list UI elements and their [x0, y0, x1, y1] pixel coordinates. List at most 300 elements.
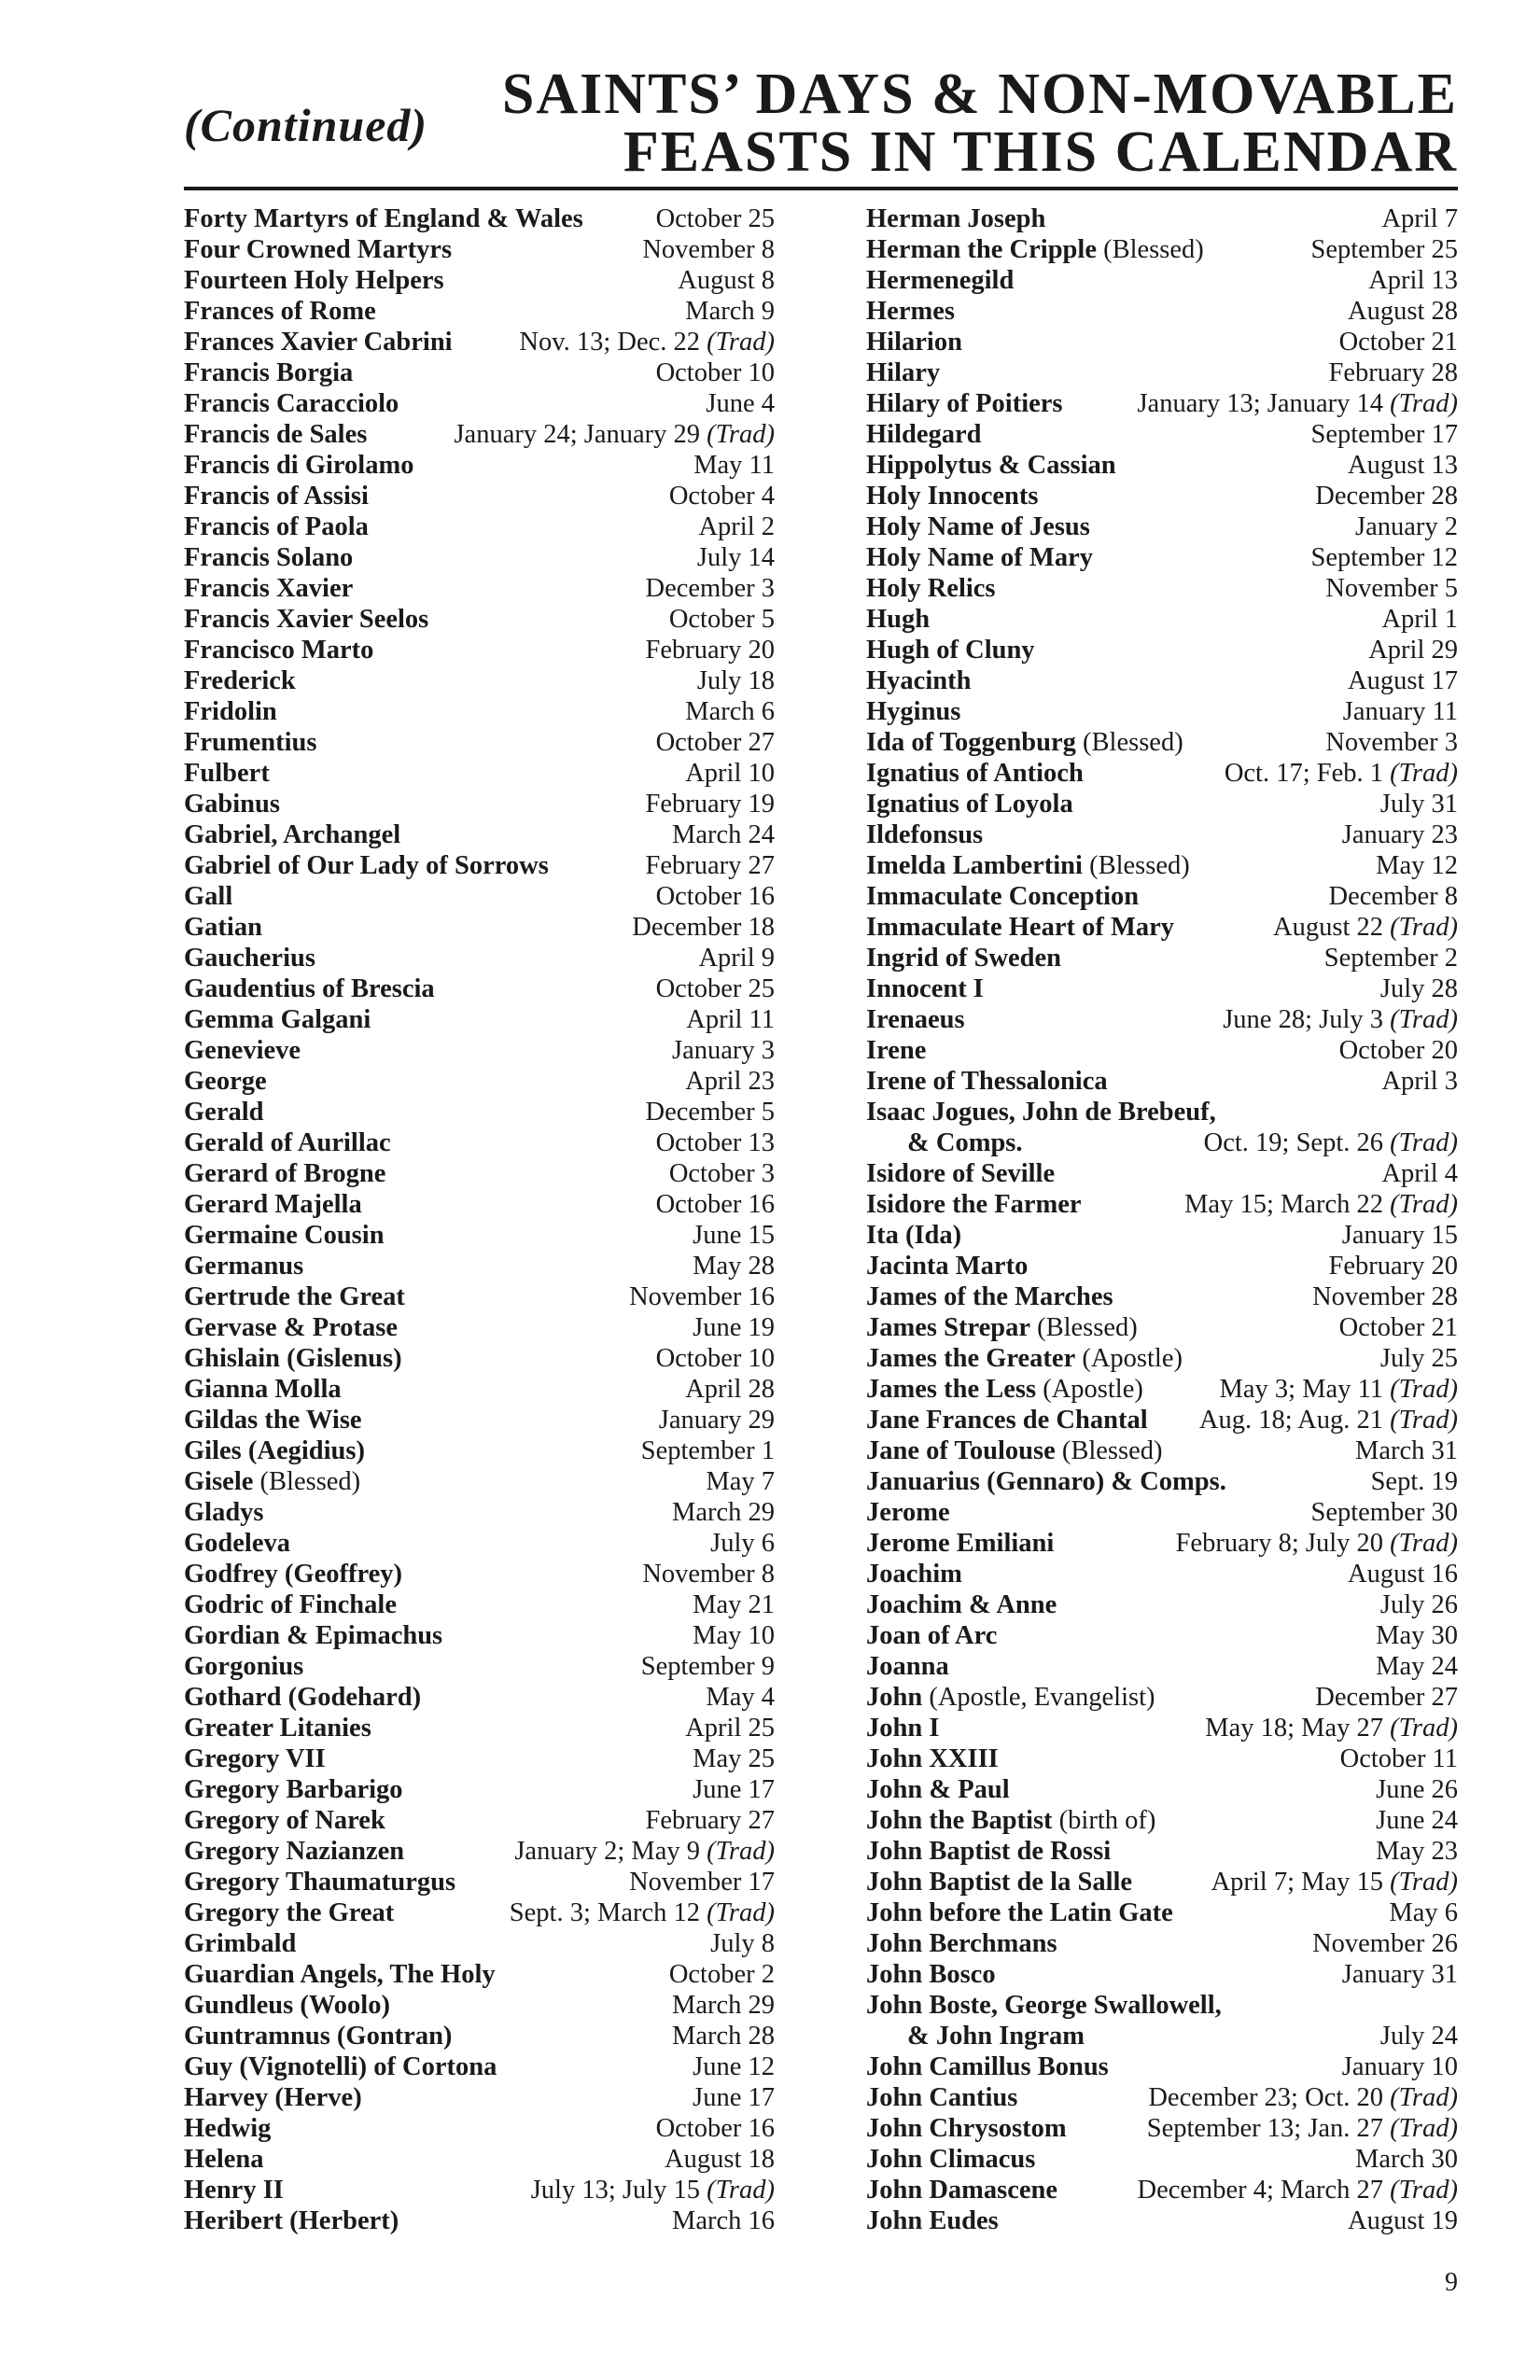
saint-entry [866, 635, 1458, 665]
saint-name: John before the Latin Gate [866, 1898, 1173, 1927]
saint-name: Jacinta Marto [866, 1252, 1029, 1281]
saint-name: John Bosco [866, 1960, 996, 1989]
feast-date: August 28 [1348, 297, 1458, 326]
saint-name: Gatian [184, 913, 262, 942]
feast-date: April 11 [686, 1005, 775, 1034]
saint-entry [184, 542, 775, 573]
saint-name: Gregory Barbarigo [184, 1775, 403, 1804]
saint-entry [184, 1620, 775, 1651]
saint-name: Ita (Ida) [866, 1221, 962, 1250]
feast-date: April 1 [1381, 605, 1458, 634]
saint-entry [866, 1158, 1458, 1189]
trad-marker: (Trad) [707, 1837, 775, 1866]
saint-name: Ida of Toggenburg (Blessed) [866, 728, 1183, 757]
saint-name: Hyacinth [866, 666, 972, 695]
saint-note: (Apostle) [1082, 1344, 1183, 1373]
saint-name: John Berchmans [866, 1929, 1057, 1958]
saint-note: (Blessed) [1083, 728, 1183, 757]
feast-date: April 23 [685, 1067, 775, 1096]
feast-date: October 3 [668, 1159, 775, 1188]
saint-entry [184, 1774, 775, 1805]
feast-date: November 16 [629, 1282, 775, 1311]
saint-entry [866, 912, 1458, 943]
saint-name: Hildegard [866, 420, 982, 449]
feast-date: April 9 [698, 944, 775, 973]
feast-date: August 18 [665, 2145, 775, 2174]
feast-date: July 8 [710, 1929, 775, 1958]
saint-name: Gerard of Brogne [184, 1159, 386, 1188]
title-line-1: SAINTS’ DAYS & NON-MOVABLE [501, 63, 1458, 126]
saint-entry [184, 327, 775, 357]
saint-name: Jerome Emiliani [866, 1529, 1055, 1558]
saint-name: James the Greater (Apostle) [866, 1344, 1183, 1373]
trad-marker: (Trad) [707, 2176, 775, 2205]
saint-entry [184, 819, 775, 850]
saint-entry [866, 1343, 1458, 1374]
feast-date: July 14 [696, 543, 775, 572]
saint-name: Irenaeus [866, 1005, 965, 1034]
saint-name: Hilary [866, 358, 941, 387]
feast-date: October 2 [668, 1960, 775, 1989]
saint-name: Genevieve [184, 1036, 301, 1065]
saint-name: Harvey (Herve) [184, 2083, 362, 2112]
feast-date: May 23 [1376, 1837, 1458, 1866]
feast-date: July 6 [710, 1529, 775, 1558]
feast-date: May 3; May 11 (Trad) [1219, 1375, 1458, 1404]
feast-date: August 17 [1348, 666, 1458, 695]
saint-name: Ghislain (Gislenus) [184, 1344, 402, 1373]
feast-date: February 28 [1328, 358, 1458, 387]
saint-name: Germanus [184, 1252, 304, 1281]
saint-entry [866, 1990, 1458, 2021]
trad-marker: (Trad) [1390, 1406, 1458, 1435]
saint-entry [184, 2082, 775, 2113]
saint-entry [184, 481, 775, 511]
feast-date: May 15; March 22 (Trad) [1184, 1190, 1458, 1219]
feast-date: June 19 [693, 1313, 775, 1342]
trad-marker: (Trad) [1390, 2114, 1458, 2143]
saint-name: Gregory the Great [184, 1898, 395, 1927]
saint-name: Innocent I [866, 974, 984, 1003]
feast-date: October 4 [668, 482, 775, 511]
saint-name: Frances of Rome [184, 297, 376, 326]
saint-entry [184, 2205, 775, 2236]
feast-date: October 10 [655, 358, 775, 387]
saint-note: (Apostle, Evangelist) [929, 1683, 1155, 1712]
saint-name: Gildas the Wise [184, 1406, 362, 1435]
saint-name: Four Crowned Martyrs [184, 235, 453, 264]
saint-entry [184, 789, 775, 819]
saint-entry [866, 1004, 1458, 1035]
feast-date: October 13 [655, 1128, 775, 1157]
saint-entry [866, 2082, 1458, 2113]
saint-entry [184, 1435, 775, 1466]
feast-date: Oct. 17; Feb. 1 (Trad) [1224, 759, 1458, 788]
feast-date: October 21 [1338, 1313, 1458, 1342]
saint-name: Fulbert [184, 759, 270, 788]
saint-name: John & Paul [866, 1775, 1010, 1804]
feast-date: July 26 [1379, 1590, 1458, 1619]
saint-name: Imelda Lambertini (Blessed) [866, 851, 1190, 880]
saint-entry [866, 1805, 1458, 1836]
saint-name: Francis Caracciolo [184, 389, 399, 418]
feast-date: May 11 [693, 451, 775, 480]
saint-entry [866, 1097, 1458, 1127]
saint-entry [866, 1959, 1458, 1990]
left-column [184, 203, 775, 2236]
saint-name: Gerard Majella [184, 1190, 362, 1219]
feast-date: September 1 [640, 1436, 775, 1465]
feast-date: September 13; Jan. 27 (Trad) [1146, 2114, 1458, 2143]
saint-entry [184, 388, 775, 419]
saint-entry [866, 2113, 1458, 2144]
saint-note: (birth of) [1058, 1806, 1156, 1835]
saint-name: George [184, 1067, 267, 1096]
saint-entry [184, 973, 775, 1004]
feast-date: December 23; Oct. 20 (Trad) [1148, 2083, 1458, 2112]
feast-date: February 20 [645, 636, 775, 665]
feast-date: September 25 [1310, 235, 1458, 264]
saint-name: Helena [184, 2145, 264, 2174]
saint-entry [866, 943, 1458, 973]
saint-entry [866, 1066, 1458, 1097]
saint-name: Henry II [184, 2176, 284, 2205]
saint-name: Gemma Galgani [184, 1005, 371, 1034]
feast-date: December 8 [1328, 882, 1458, 911]
feast-date: December 5 [645, 1098, 775, 1127]
saint-name: Gothard (Godehard) [184, 1683, 422, 1712]
feast-date: July 13; July 15 (Trad) [530, 2176, 775, 2205]
saint-name: John Chrysostom [866, 2114, 1067, 2143]
feast-date: February 19 [645, 790, 775, 819]
feast-date: September 2 [1323, 944, 1458, 973]
saint-entry [866, 1497, 1458, 1528]
feast-date: June 12 [693, 2052, 775, 2081]
saint-name: Gorgonius [184, 1652, 304, 1681]
feast-date: February 27 [645, 1806, 775, 1835]
saint-entry [866, 789, 1458, 819]
saint-name: Gregory VII [184, 1744, 326, 1773]
saint-entry [184, 1867, 775, 1897]
feast-date: May 21 [693, 1590, 775, 1619]
feast-date: April 4 [1381, 1159, 1458, 1188]
saint-entry [184, 511, 775, 542]
saint-name: Januarius (Gennaro) & Comps. [866, 1467, 1226, 1496]
feast-date: March 28 [671, 2022, 775, 2051]
feast-date: February 8; July 20 (Trad) [1175, 1529, 1458, 1558]
saint-name: John Damascene [866, 2176, 1058, 2205]
feast-date: January 2; May 9 (Trad) [514, 1837, 775, 1866]
saint-entry [184, 296, 775, 327]
saint-name: John (Apostle, Evangelist) [866, 1683, 1155, 1712]
saint-note: (Blessed) [1103, 235, 1204, 264]
saint-entry [184, 943, 775, 973]
saint-entry [184, 850, 775, 881]
saint-name: Isidore of Seville [866, 1159, 1056, 1188]
feast-date: January 3 [671, 1036, 775, 1065]
saint-entry [184, 573, 775, 604]
saint-name: Francis of Assisi [184, 482, 369, 511]
feast-date: December 4; March 27 (Trad) [1137, 2176, 1458, 2205]
saint-name: Irene [866, 1036, 927, 1065]
feast-date: March 6 [685, 697, 775, 726]
saint-entry [866, 696, 1458, 727]
saint-name: Holy Name of Mary [866, 543, 1093, 572]
saint-name: Godfrey (Geoffrey) [184, 1560, 402, 1589]
saint-entry [184, 1682, 775, 1713]
saint-name: Isidore the Farmer [866, 1190, 1082, 1219]
saint-name: John Baptist de Rossi [866, 1837, 1112, 1866]
saint-entry [184, 1251, 775, 1281]
feast-date: October 27 [655, 728, 775, 757]
saint-entry [866, 1435, 1458, 1466]
saint-entry [866, 1928, 1458, 1959]
feast-date: July 25 [1379, 1344, 1458, 1373]
feast-date: November 17 [629, 1868, 775, 1897]
feast-date: March 9 [685, 297, 775, 326]
trad-marker: (Trad) [1390, 1529, 1458, 1558]
saint-name: Greater Litanies [184, 1714, 371, 1743]
saint-name: Immaculate Heart of Mary [866, 913, 1175, 942]
feast-date: April 10 [685, 759, 775, 788]
saint-entry [866, 1127, 1458, 1158]
saint-entry [184, 234, 775, 265]
feast-date: Sept. 19 [1370, 1467, 1458, 1496]
saint-name: Ignatius of Antioch [866, 759, 1084, 788]
trad-marker: (Trad) [707, 1898, 775, 1927]
saint-name: John I [866, 1714, 940, 1743]
trad-marker: (Trad) [1390, 1375, 1458, 1404]
feast-date: October 5 [668, 605, 775, 634]
saint-entry [184, 2113, 775, 2144]
saint-name: Gabriel, Archangel [184, 820, 401, 849]
saint-name: Francisco Marto [184, 636, 374, 665]
feast-date: March 30 [1354, 2145, 1458, 2174]
feast-date: July 28 [1379, 974, 1458, 1003]
saint-entry [184, 2175, 775, 2205]
saint-entry [184, 604, 775, 635]
saint-name: Gerald of Aurillac [184, 1128, 391, 1157]
saint-entry [866, 1220, 1458, 1251]
feast-date: December 27 [1315, 1683, 1458, 1712]
saint-name: Gladys [184, 1498, 264, 1527]
saint-name: John Eudes [866, 2206, 999, 2235]
feast-date: April 25 [685, 1714, 775, 1743]
saint-entry [866, 1559, 1458, 1589]
trad-marker: (Trad) [1390, 913, 1458, 942]
feast-date: January 15 [1341, 1221, 1458, 1250]
saint-name: Francis Xavier [184, 574, 354, 603]
saint-entry [866, 1774, 1458, 1805]
feast-date: January 31 [1341, 1960, 1458, 1989]
saint-entry [184, 1312, 775, 1343]
feast-date: Aug. 18; Aug. 21 (Trad) [1198, 1406, 1458, 1435]
saint-name: Fridolin [184, 697, 277, 726]
saint-entry [184, 1127, 775, 1158]
saint-name: Giles (Aegidius) [184, 1436, 365, 1465]
saint-entry [866, 234, 1458, 265]
saint-name: James of the Marches [866, 1282, 1113, 1311]
saint-entry [184, 696, 775, 727]
feast-date: March 29 [671, 1498, 775, 1527]
trad-marker: (Trad) [1390, 1714, 1458, 1743]
saint-name: Hedwig [184, 2114, 272, 2143]
saint-entry [866, 296, 1458, 327]
saint-entry [866, 2051, 1458, 2082]
feast-date: March 24 [671, 820, 775, 849]
saint-name: Hyginus [866, 697, 961, 726]
continued-label: (Continued) [184, 99, 428, 151]
saint-entry [866, 2144, 1458, 2175]
saint-entry [866, 203, 1458, 234]
saint-name: Gregory of Narek [184, 1806, 385, 1835]
title-rule [184, 187, 1458, 190]
saint-entry [184, 1589, 775, 1620]
feast-date: October 10 [655, 1344, 775, 1373]
saint-entry [866, 1312, 1458, 1343]
saint-entry [184, 665, 775, 696]
saint-entry [184, 2144, 775, 2175]
feast-date: November 28 [1312, 1282, 1458, 1311]
feast-date: August 13 [1348, 451, 1458, 480]
saint-name: Gaudentius of Brescia [184, 974, 435, 1003]
feast-date: October 25 [655, 974, 775, 1003]
saint-name: John the Baptist (birth of) [866, 1806, 1156, 1835]
saint-entry [866, 357, 1458, 388]
saint-name: James Strepar (Blessed) [866, 1313, 1138, 1342]
saint-entry [866, 1682, 1458, 1713]
saint-entry [866, 2021, 1458, 2051]
saint-name: Irene of Thessalonica [866, 1067, 1108, 1096]
saint-entry [866, 1281, 1458, 1312]
saint-name: Joachim & Anne [866, 1590, 1057, 1619]
feast-date: May 18; May 27 (Trad) [1205, 1714, 1458, 1743]
saint-name: Jerome [866, 1498, 950, 1527]
feast-date: May 4 [706, 1683, 775, 1712]
feast-date: June 17 [693, 2083, 775, 2112]
feast-date: January 29 [658, 1406, 775, 1435]
feast-date: May 28 [693, 1252, 775, 1281]
saint-entry [866, 727, 1458, 758]
saint-entry [866, 542, 1458, 573]
saint-entry [866, 1405, 1458, 1435]
saint-entry [184, 450, 775, 481]
saint-name: Heribert (Herbert) [184, 2206, 399, 2235]
saint-entry [184, 1743, 775, 1774]
feast-date: June 4 [706, 389, 775, 418]
feast-date: November 5 [1325, 574, 1458, 603]
feast-date: September 12 [1310, 543, 1458, 572]
saint-entry [184, 1805, 775, 1836]
saint-entry [866, 1836, 1458, 1867]
saint-name: Hermes [866, 297, 955, 326]
saint-name: Forty Martyrs of England & Wales [184, 204, 583, 233]
saint-name: Gianna Molla [184, 1375, 342, 1404]
saint-name: Hermenegild [866, 266, 1015, 295]
saint-entry [866, 1251, 1458, 1281]
saint-entry [184, 1066, 775, 1097]
feast-date: Nov. 13; Dec. 22 (Trad) [519, 328, 775, 357]
right-column [866, 203, 1458, 2236]
saint-name: Frederick [184, 666, 296, 695]
saint-entry [866, 819, 1458, 850]
feast-date: January 10 [1341, 2052, 1458, 2081]
saint-entry [184, 265, 775, 296]
saint-entry [184, 727, 775, 758]
feast-date: April 3 [1381, 1067, 1458, 1096]
saint-entry [184, 1713, 775, 1743]
saint-name: Frumentius [184, 728, 317, 757]
saint-entry [184, 2021, 775, 2051]
saint-name: Jane Frances de Chantal [866, 1406, 1148, 1435]
saint-entry [184, 1281, 775, 1312]
saint-entry [866, 327, 1458, 357]
saint-entry [866, 1620, 1458, 1651]
saint-name: Frances Xavier Cabrini [184, 328, 453, 357]
saint-entry [866, 511, 1458, 542]
feast-date: June 26 [1376, 1775, 1458, 1804]
feast-date: June 17 [693, 1775, 775, 1804]
saint-name: Herman Joseph [866, 204, 1046, 233]
saint-entry [866, 1743, 1458, 1774]
saint-entry [866, 758, 1458, 789]
feast-date: June 24 [1376, 1806, 1458, 1835]
saint-name: Gerald [184, 1098, 264, 1127]
saint-entry [866, 573, 1458, 604]
saint-name: Hippolytus & Cassian [866, 451, 1116, 480]
saint-entry [866, 481, 1458, 511]
feast-date: April 2 [698, 512, 775, 541]
saint-name: Ignatius of Loyola [866, 790, 1073, 819]
feast-date: May 10 [693, 1621, 775, 1650]
saint-name: Francis di Girolamo [184, 451, 414, 480]
saint-name: Ingrid of Sweden [866, 944, 1062, 973]
saint-entry [184, 1897, 775, 1928]
saint-name: Grimbald [184, 1929, 297, 1958]
saint-entry [184, 1836, 775, 1867]
saint-entry [184, 1990, 775, 2021]
feast-date: January 23 [1341, 820, 1458, 849]
trad-marker: (Trad) [1390, 2083, 1458, 2112]
feast-date: April 7 [1381, 204, 1458, 233]
saint-name: Jane of Toulouse (Blessed) [866, 1436, 1163, 1465]
saint-entry [184, 881, 775, 912]
saint-name: Holy Name of Jesus [866, 512, 1090, 541]
saint-name: Herman the Cripple (Blessed) [866, 235, 1204, 264]
feast-date: June 28; July 3 (Trad) [1223, 1005, 1458, 1034]
feast-date: December 18 [632, 913, 775, 942]
saint-entry [184, 1189, 775, 1220]
saint-name: Gabinus [184, 790, 280, 819]
saint-name: Fourteen Holy Helpers [184, 266, 444, 295]
saint-entry [184, 1035, 775, 1066]
saint-entry [866, 1466, 1458, 1497]
trad-marker: (Trad) [1390, 2176, 1458, 2205]
saint-name: John Camillus Bonus [866, 2052, 1109, 2081]
saint-entry [866, 419, 1458, 450]
saint-entry [184, 1405, 775, 1435]
feast-date: December 3 [645, 574, 775, 603]
saint-entry [866, 265, 1458, 296]
feast-date: April 13 [1368, 266, 1458, 295]
saint-name: John XXIII [866, 1744, 999, 1773]
saint-name: Hilarion [866, 328, 962, 357]
feast-date: April 7; May 15 (Trad) [1211, 1868, 1458, 1897]
trad-marker: (Trad) [707, 420, 775, 449]
saint-note: (Apostle) [1043, 1375, 1143, 1404]
saint-entry [184, 758, 775, 789]
saint-name: & John Ingram [907, 2022, 1085, 2051]
